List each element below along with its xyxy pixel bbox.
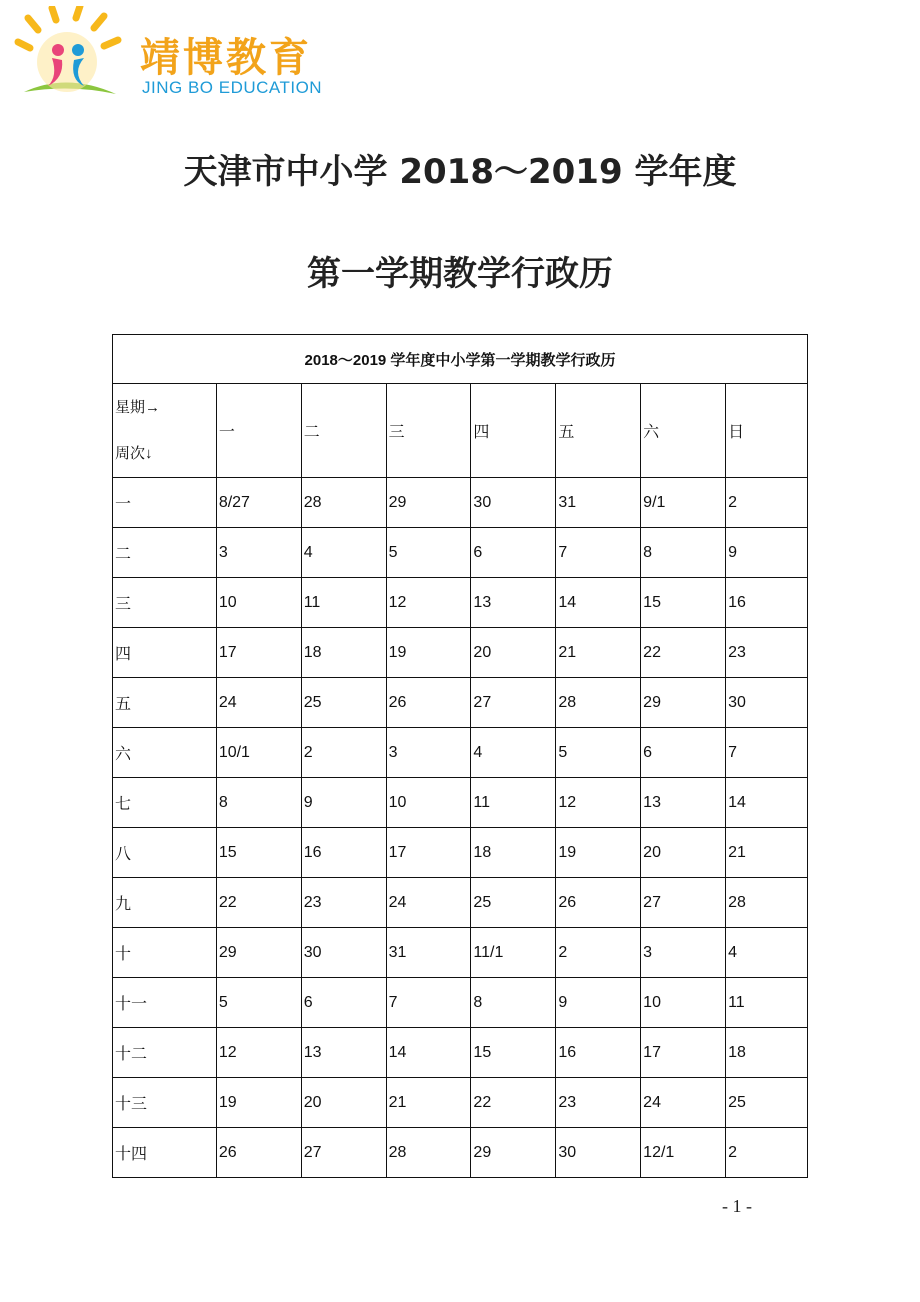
date-cell: 13 [641, 778, 726, 828]
date-cell: 21 [726, 828, 808, 878]
date-cell: 4 [301, 528, 386, 578]
date-cell: 20 [301, 1078, 386, 1128]
date-cell: 27 [471, 678, 556, 728]
date-cell: 16 [301, 828, 386, 878]
table-row [113, 478, 808, 528]
table-row [113, 1028, 808, 1078]
table-caption: 2018～2019 学年度中小学第一学期教学行政历 [113, 335, 808, 384]
date-cell: 3 [216, 528, 301, 578]
week-number-cell: 十一 [113, 978, 217, 1028]
logo-english-text: JING BO EDUCATION [142, 78, 323, 97]
date-cell: 6 [471, 528, 556, 578]
table-row [113, 1128, 808, 1178]
week-number-cell: 十 [113, 928, 217, 978]
day-header: 二 [301, 384, 386, 478]
date-cell: 11 [301, 578, 386, 628]
day-header: 三 [386, 384, 471, 478]
date-cell: 17 [641, 1028, 726, 1078]
date-cell: 25 [471, 878, 556, 928]
date-cell: 8 [471, 978, 556, 1028]
date-cell: 29 [216, 928, 301, 978]
week-number-cell: 四 [113, 628, 217, 678]
date-cell: 19 [556, 828, 641, 878]
date-cell: 10 [216, 578, 301, 628]
week-number-cell: 十二 [113, 1028, 217, 1078]
date-cell: 29 [641, 678, 726, 728]
date-cell: 12/1 [641, 1128, 726, 1178]
date-cell: 18 [301, 628, 386, 678]
date-cell: 2 [556, 928, 641, 978]
date-cell: 26 [556, 878, 641, 928]
table-row [113, 778, 808, 828]
date-cell: 6 [301, 978, 386, 1028]
page-title-line2: 第一学期教学行政历 [307, 254, 613, 294]
date-cell: 21 [386, 1078, 471, 1128]
date-cell: 10/1 [216, 728, 301, 778]
table-row [113, 928, 808, 978]
date-cell: 11/1 [471, 928, 556, 978]
date-cell: 27 [301, 1128, 386, 1178]
date-cell: 14 [386, 1028, 471, 1078]
week-number-cell: 五 [113, 678, 217, 728]
date-cell: 2 [726, 1128, 808, 1178]
week-number-cell: 三 [113, 578, 217, 628]
date-cell: 16 [726, 578, 808, 628]
table-row [113, 1078, 808, 1128]
weekday-axis-label: 星期→ [115, 398, 161, 416]
table-row [113, 528, 808, 578]
page-number: - 1 - [722, 1196, 752, 1216]
date-cell: 24 [641, 1078, 726, 1128]
day-header: 一 [216, 384, 301, 478]
date-cell: 8 [216, 778, 301, 828]
date-cell: 29 [386, 478, 471, 528]
date-cell: 19 [386, 628, 471, 678]
week-number-cell: 十四 [113, 1128, 217, 1178]
date-cell: 23 [556, 1078, 641, 1128]
date-cell: 9 [556, 978, 641, 1028]
corner-header-cell [113, 384, 217, 478]
date-cell: 7 [726, 728, 808, 778]
date-cell: 7 [556, 528, 641, 578]
week-axis-label: 周次↓ [115, 444, 153, 462]
date-cell: 24 [386, 878, 471, 928]
date-cell: 12 [216, 1028, 301, 1078]
date-cell: 12 [386, 578, 471, 628]
date-cell: 26 [216, 1128, 301, 1178]
date-cell: 3 [641, 928, 726, 978]
date-cell: 14 [726, 778, 808, 828]
date-cell: 16 [556, 1028, 641, 1078]
week-number-cell: 九 [113, 878, 217, 928]
date-cell: 5 [216, 978, 301, 1028]
date-cell: 30 [726, 678, 808, 728]
date-cell: 22 [641, 628, 726, 678]
calendar-table [112, 334, 808, 1178]
date-cell: 15 [641, 578, 726, 628]
date-cell: 11 [726, 978, 808, 1028]
date-cell: 18 [471, 828, 556, 878]
date-cell: 24 [216, 678, 301, 728]
date-cell: 17 [386, 828, 471, 878]
date-cell: 10 [641, 978, 726, 1028]
date-cell: 22 [471, 1078, 556, 1128]
date-cell: 26 [386, 678, 471, 728]
date-cell: 6 [641, 728, 726, 778]
date-cell: 31 [386, 928, 471, 978]
date-cell: 2 [726, 478, 808, 528]
date-cell: 4 [726, 928, 808, 978]
date-cell: 23 [301, 878, 386, 928]
date-cell: 9/1 [641, 478, 726, 528]
week-number-cell: 八 [113, 828, 217, 878]
date-cell: 31 [556, 478, 641, 528]
date-cell: 25 [726, 1078, 808, 1128]
date-cell: 11 [471, 778, 556, 828]
week-number-cell: 七 [113, 778, 217, 828]
day-header: 日 [726, 384, 808, 478]
date-cell: 4 [471, 728, 556, 778]
date-cell: 28 [726, 878, 808, 928]
date-cell: 25 [301, 678, 386, 728]
date-cell: 12 [556, 778, 641, 828]
date-cell: 23 [726, 628, 808, 678]
sun-logo-icon [12, 6, 132, 106]
table-row [113, 828, 808, 878]
date-cell: 19 [216, 1078, 301, 1128]
week-number-cell: 一 [113, 478, 217, 528]
day-header: 四 [471, 384, 556, 478]
table-header-row [113, 384, 808, 478]
date-cell: 21 [556, 628, 641, 678]
page-title-line1: 天津市中小学 2018～2019 学年度 [183, 152, 737, 192]
date-cell: 7 [386, 978, 471, 1028]
date-cell: 20 [641, 828, 726, 878]
date-cell: 28 [301, 478, 386, 528]
week-number-cell: 十三 [113, 1078, 217, 1128]
table-row [113, 878, 808, 928]
date-cell: 9 [726, 528, 808, 578]
date-cell: 15 [471, 1028, 556, 1078]
date-cell: 17 [216, 628, 301, 678]
date-cell: 8/27 [216, 478, 301, 528]
date-cell: 20 [471, 628, 556, 678]
week-number-cell: 二 [113, 528, 217, 578]
week-number-cell: 六 [113, 728, 217, 778]
date-cell: 8 [641, 528, 726, 578]
brand-logo [12, 6, 342, 106]
logo-chinese-text: 靖博教育 [140, 35, 312, 81]
day-header: 六 [641, 384, 726, 478]
date-cell: 13 [301, 1028, 386, 1078]
date-cell: 3 [386, 728, 471, 778]
table-row [113, 628, 808, 678]
date-cell: 10 [386, 778, 471, 828]
date-cell: 5 [386, 528, 471, 578]
date-cell: 27 [641, 878, 726, 928]
date-cell: 28 [386, 1128, 471, 1178]
date-cell: 30 [556, 1128, 641, 1178]
day-header: 五 [556, 384, 641, 478]
date-cell: 30 [301, 928, 386, 978]
table-row [113, 978, 808, 1028]
table-row [113, 578, 808, 628]
date-cell: 30 [471, 478, 556, 528]
date-cell: 9 [301, 778, 386, 828]
date-cell: 5 [556, 728, 641, 778]
date-cell: 28 [556, 678, 641, 728]
date-cell: 14 [556, 578, 641, 628]
date-cell: 18 [726, 1028, 808, 1078]
date-cell: 2 [301, 728, 386, 778]
table-row [113, 728, 808, 778]
date-cell: 15 [216, 828, 301, 878]
date-cell: 22 [216, 878, 301, 928]
table-row [113, 678, 808, 728]
date-cell: 13 [471, 578, 556, 628]
date-cell: 29 [471, 1128, 556, 1178]
